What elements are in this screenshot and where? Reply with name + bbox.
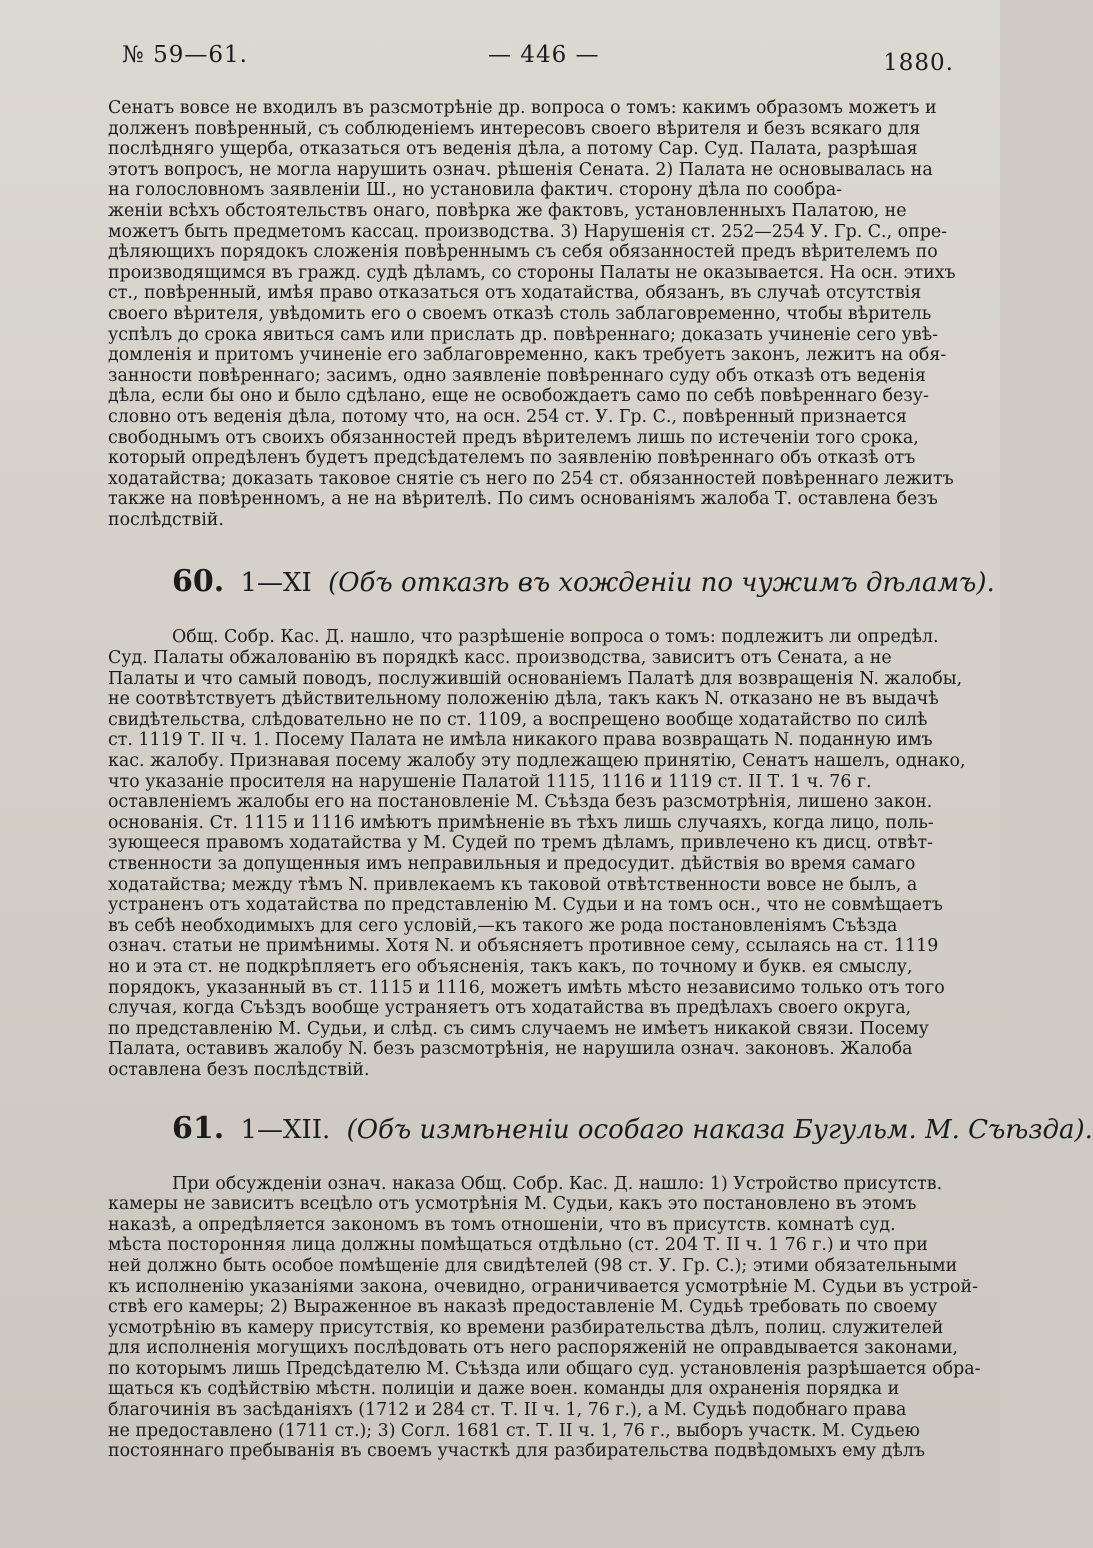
text-line: не предоставлено (1711 ст.); 3) Согл. 1681 ст. Т. II ч. 1, 76 г., выборъ участк. М. Судьею [108, 1420, 920, 1441]
text-line: къ исполненію указаніями закона, очевидно, ограничивается усмотрѣніе М. Судьи въ устрой- [108, 1276, 978, 1297]
section-number: 61. [172, 1110, 225, 1146]
section-number: 60. [172, 564, 225, 600]
text-line: послѣдствій. [108, 509, 224, 530]
text-line: мѣста посторонняя лица должны помѣщаться отдѣльно (ст. 204 Т. II ч. 1 76 г.) и что при [108, 1235, 928, 1256]
section-title: (Объ отказѣ въ хожденіи по чужимъ дѣламъ). [328, 568, 995, 599]
text-line: въ себѣ необходимыхъ для сего условій,—къ такого же рода постановленіямъ Съѣзда [108, 915, 898, 936]
section-61-body [108, 1173, 981, 1462]
text-line: свободнымъ отъ своихъ обязанностей предъ вѣрителемъ лишь по истеченіи того срока, [108, 427, 919, 448]
text-line: усмотрѣнію въ камеру присутствія, ко времени разбирательства дѣлъ, полиц. служителей [108, 1317, 944, 1338]
year: 1880. [883, 50, 954, 76]
text-line: свидѣтельства, слѣдовательно не по ст. 1109, а воспрещено вообще ходатайство по силѣ [108, 709, 928, 730]
text-line: производящимся въ гражд. судѣ дѣламъ, со стороны Палаты не оказывается. На осн. этихъ [108, 262, 956, 283]
text-line: занности повѣреннаго; засимъ, одно заявленіе повѣреннаго суду объ отказѣ отъ веденія [108, 365, 926, 386]
text-line: также на повѣренномъ, а не на вѣрителѣ. По симъ основаніямъ жалоба Т. оставлена безъ [108, 489, 938, 510]
text-line: по которымъ лишь Предсѣдателю М. Съѣзда или общаго суд. установленія разрѣшается обра- [108, 1358, 981, 1379]
text-line: означ. статьи не примѣнимы. Хотя N. и объясняетъ противное сему, ссылаясь на ст. 1119 [108, 936, 939, 957]
text-line: Суд. Палаты обжалованію въ порядкѣ касс. производства, зависитъ отъ Сената, а не [108, 648, 892, 669]
text-line: для исполненія могущихъ послѣдовать отъ него распоряженій не оправдывается законами, [108, 1338, 959, 1359]
section-date: 1—XII. [240, 1114, 331, 1145]
text-line: ст. 1119 Т. II ч. 1. Посему Палата не имѣла никакого права возвращать N. поданную имъ [108, 730, 933, 751]
text-line: словно отъ веденія дѣла, потому что, на осн. 254 ст. У. Гр. С., повѣренный признается [108, 406, 907, 427]
text-line: долженъ повѣренный, съ соблюденіемъ интересовъ своего вѣрителя и безъ всякаго для [108, 118, 921, 139]
page-number: — 446 — [488, 42, 600, 68]
text-line: основанія. Ст. 1115 и 1116 имѣютъ примѣненіе въ тѣхъ лишь случаяхъ, когда лицо, поль- [108, 812, 934, 833]
text-line: ственности за допущенныя имъ неправильныя и предосудит. дѣйствія во время самаго [108, 854, 916, 874]
text-line: можетъ быть предметомъ кассац. производства. 3) Нарушенія ст. 252—254 У. Гр. С., опре- [108, 221, 948, 242]
text-line: по представленію М. Судьи, и слѣд. съ симъ случаемъ не имѣетъ никакой связи. Посему [108, 1018, 929, 1039]
text-line: Сенатъ вовсе не входилъ въ разсмотрѣніе др. вопроса о томъ: какимъ образомъ можетъ и [108, 98, 937, 118]
text-line: устраненъ отъ ходатайства по представленію М. Судьи и на томъ осн., что не совмѣщаетъ [108, 895, 943, 916]
text-line: послѣдняго ущерба, отказаться отъ веденія дѣла, а потому Сар. Суд. Палата, разрѣшая [108, 139, 918, 160]
section-date: 1—XI [240, 568, 312, 599]
text-line: дѣляющихъ порядокъ сложенія повѣреннымъ съ себя обязанностей предъ вѣрителемъ по [108, 242, 938, 263]
section-59-continuation [108, 98, 964, 530]
section-60-body [108, 627, 964, 1080]
text-line: который опредѣленъ будетъ предсѣдателемъ по заявленію повѣреннаго объ отказѣ отъ [108, 448, 916, 469]
text-line: своего вѣрителя, увѣдомить его о своемъ отказѣ столь заблаговременно, чтобы вѣритель [108, 303, 932, 324]
text-line: зующееся правомъ ходатайства у М. Судей по тремъ дѣламъ, привлечено къ дисц. отвѣт- [108, 833, 934, 854]
text-line: женіи всѣхъ обстоятельствъ онаго, повѣрка же фактовъ, установленныхъ Палатою, не [108, 200, 907, 221]
case-range: № 59—61. [122, 42, 248, 68]
text-line: ст., повѣренный, имѣя право отказаться отъ ходатайства, обязанъ, въ случаѣ отсутствія [108, 283, 922, 304]
text-line: на голословномъ заявленіи Ш., но установила фактич. сторону дѣла по сообра- [108, 180, 843, 201]
text-line: кас. жалобу. Признавая посему жалобу эту подлежащею принятію, Сенатъ нашелъ, однако, [108, 751, 966, 772]
text-line: дѣла, если бы оно и было сдѣлано, еще не освобождаетъ само по себѣ повѣреннаго безу- [108, 386, 929, 407]
text-line: благочинія въ засѣданіяхъ (1712 и 284 ст. Т. II ч. 1, 76 г.), а М. Судьѣ подобнаго права [108, 1400, 907, 1421]
text-line: случая, когда Съѣздъ вообще устраняетъ отъ ходатайства въ предѣлахъ своего округа, [108, 998, 912, 1019]
text-line: наказѣ, а опредѣляется закономъ въ томъ отношеніи, что въ присутств. комнатѣ суд. [108, 1214, 896, 1235]
text-line: постояннаго пребыванія въ своемъ участкѣ для разбирательства подвѣдомыхъ ему дѣлъ [108, 1441, 925, 1462]
text-line: не соотвѣтствуетъ дѣйствительному положенію дѣла, такъ какъ N. отказано не въ выдачѣ [108, 689, 939, 710]
text-line: При обсужденіи означ. наказа Общ. Собр. Кас. Д. нашло: 1) Устройство присутств. [172, 1173, 943, 1194]
section-title: (Объ измѣненіи особаго наказа Бугульм. М. Съѣзда). [346, 1114, 1093, 1145]
text-line: этотъ вопросъ, не могла нарушить означ. рѣшенія Сената. 2) Палата не основывалась на [108, 159, 933, 180]
text-line: порядокъ, указанный въ ст. 1115 и 1116, можетъ имѣть мѣсто независимо только отъ того [108, 977, 945, 998]
text-line: камеры не зависитъ всецѣло отъ усмотрѣнія М. Судьи, какъ это постановлено въ этомъ [108, 1194, 917, 1215]
text-line: домленія и притомъ учиненіе его заблаговременно, какъ требуетъ законъ, лежитъ на обя- [108, 345, 947, 366]
text-line: щаться къ содѣйствію мѣстн. полиціи и даже воен. команды для охраненія порядка и [108, 1379, 900, 1400]
text-line: ствѣ его камеры; 2) Выраженное въ наказѣ предоставленіе М. Судьѣ требовать по своему [108, 1297, 938, 1318]
text-line: Палаты и что самый поводъ, послужившій основаніемъ Палатѣ для возвращенія N. жалобы, [108, 668, 963, 689]
text-line: ходатайства; доказать таковое снятіе съ него по 254 ст. обязанностей повѣреннаго лежитъ [108, 468, 954, 489]
text-line: но и эта ст. не подкрѣпляетъ его объясненія, такъ какъ, по точному и букв. ея смыслу, [108, 956, 913, 977]
section-61-heading [172, 1110, 1093, 1146]
text-line: Общ. Собр. Кас. Д. нашло, что разрѣшеніе вопроса о томъ: подлежитъ ли опредѣл. [172, 627, 939, 648]
text-line: успѣлъ до срока явиться самъ или прислать др. повѣреннаго; доказать учиненіе сего увѣ- [108, 324, 939, 345]
text-line: Палата, оставивъ жалобу N. безъ разсмотрѣнія, не нарушила означ. законовъ. Жалоба [108, 1039, 913, 1060]
text-line: что указаніе просителя на нарушеніе Палатой 1115, 1116 и 1119 ст. II Т. 1 ч. 76 г. [108, 771, 872, 792]
text-line: ходатайства; между тѣмъ N. привлекаемъ къ таковой отвѣтственности вовсе не былъ, а [108, 874, 918, 895]
text-line: оставлена безъ послѣдствій. [108, 1059, 370, 1080]
text-line: ней должно быть особое помѣщеніе для свидѣтелей (98 ст. У. Гр. С.); этими обязательными [108, 1255, 958, 1276]
running-head [108, 40, 964, 86]
section-60-heading [172, 564, 995, 600]
text-line: оставленіемъ жалобы его на постановленіе М. Съѣзда безъ разсмотрѣнія, лишено закон. [108, 792, 933, 813]
